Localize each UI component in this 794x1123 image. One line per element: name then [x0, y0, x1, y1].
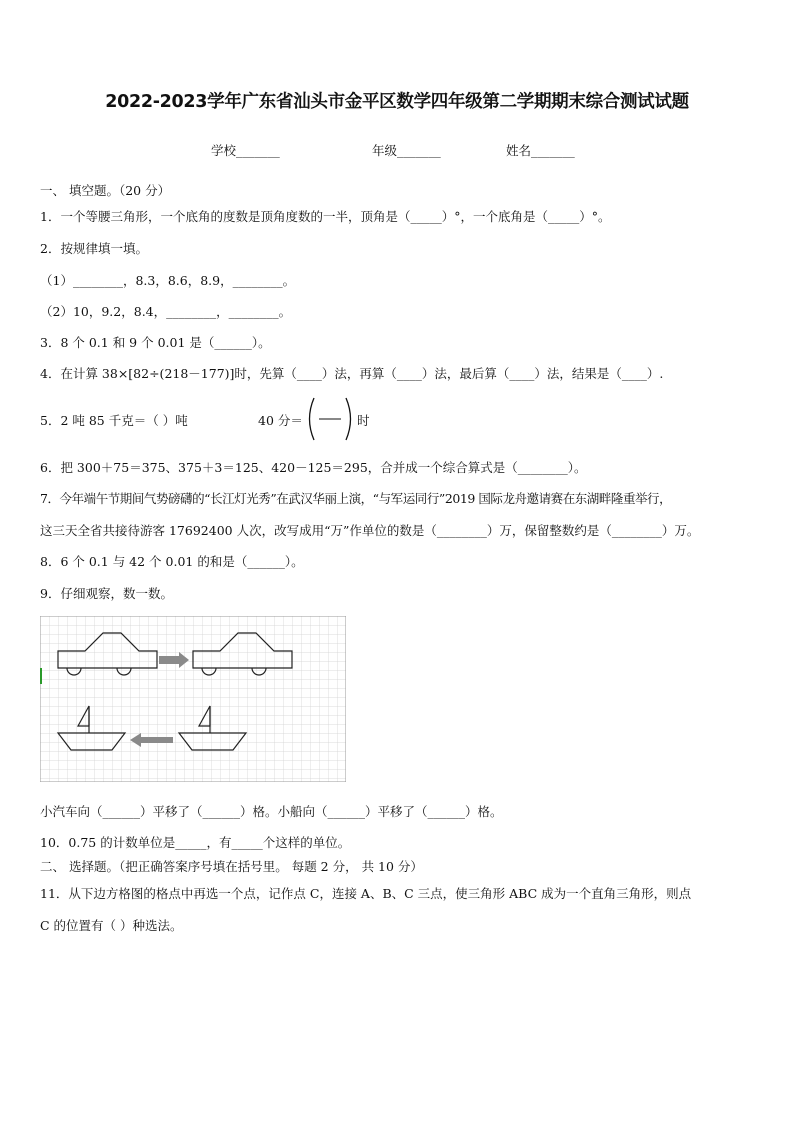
- section-heading-choice: 二、 选择题。（把正确答案序号填在括号里。 每题 2 分， 共 10 分）: [40, 859, 423, 874]
- page-title: 2022-2023学年广东省汕头市金平区数学四年级第二学期期末综合测试试题: [105, 92, 689, 112]
- fraction-blank[interactable]: [305, 396, 355, 442]
- question-2-line-2: （2）10，9.2，8.4，________，________。: [40, 304, 292, 319]
- question-9-stem: 9．仔细观察，数一数。: [40, 586, 173, 601]
- question-1: 1．一个等腰三角形，一个底角的度数是顶角度数的一半，顶角是（_____）°，一个底角是（_____）°。: [40, 209, 611, 224]
- question-10: 10．0.75 的计数单位是_____，有_____个这样的单位。: [40, 835, 351, 850]
- question-2-line-1: （1）________，8.3，8.6，8.9，________。: [40, 273, 296, 288]
- question-11-line-1: 11．从下边方格图的格点中再选一个点，记作点 C，连接 A、B、C 三点，使三角形 ABC 成为一个直角三角形，则点: [40, 886, 692, 901]
- translation-grid-figure: [40, 616, 346, 782]
- question-9-answer-line: 小汽车向（______）平移了（______）格。小船向（______）平移了（______）格。: [40, 804, 503, 819]
- question-7-line-1: 7．今年端午节期间气势磅礴的“长江灯光秀”在武汉华丽上演，“与军运同行”2019 国际龙舟邀请赛在东湖畔隆重举行，: [40, 491, 672, 506]
- name-field[interactable]: 姓名_______: [506, 143, 575, 158]
- question-3: 3．8 个 0.1 和 9 个 0.01 是（______）。: [40, 335, 271, 350]
- question-4: 4．在计算 38×[82÷(218－177)]时，先算（____）法，再算（____）法，最后算（____）法，结果是（____）.: [40, 366, 664, 381]
- school-field[interactable]: 学校_______: [211, 143, 280, 158]
- question-2-stem: 2．按规律填一填。: [40, 241, 148, 256]
- grade-field[interactable]: 年级_______: [372, 143, 441, 158]
- question-5-part-1: 5．2 吨 85 千克＝（ ）吨: [40, 413, 188, 428]
- question-5-part-2: 40 分＝: [258, 413, 303, 428]
- question-5-unit: 时: [357, 413, 370, 428]
- section-heading-fill-blank: 一、 填空题。（20 分）: [40, 183, 171, 198]
- question-6: 6．把 300＋75＝375、375＋3＝125、420－125＝295，合并成一个综合算式是（________）。: [40, 460, 587, 475]
- question-11-line-2: C 的位置有（ ）种选法。: [40, 918, 183, 933]
- question-7-line-2: 这三天全省共接待游客 17692400 人次，改写成用“万”作单位的数是（________）万，保留整数约是（________）万。: [40, 523, 700, 538]
- question-8: 8．6 个 0.1 与 42 个 0.01 的和是（______）。: [40, 554, 304, 569]
